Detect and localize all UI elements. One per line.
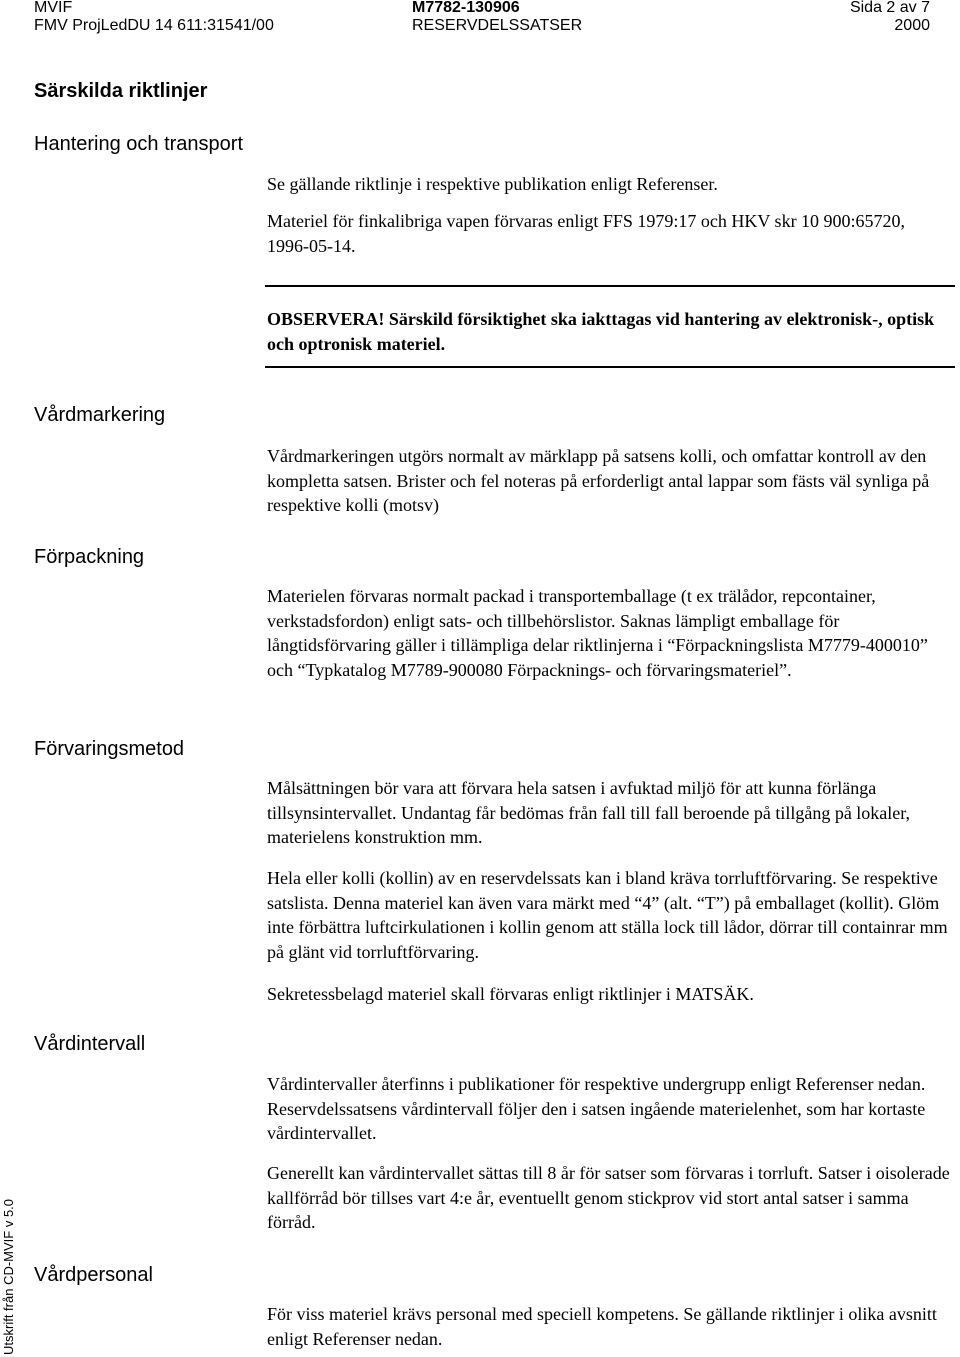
- hantering-paragraph-2: Materiel för finkalibriga vapen förvaras enligt FFS 1979:17 och HKV skr 10 900:65720, 1996-05-14.: [267, 211, 906, 256]
- forvaringsmetod-paragraph-2: Hela eller kolli (kollin) av en reservdelssats kan i bland kräva torrluftförvaring. Se respektive satslista. Denna materiel kan även vara märkt med “4” (alt. “T”) på emballaget (kollit). Glöm inte förbättra luftcirkulationen i kollin genom att ställa lock till lådor, dörrar till containrar mm på glänt vid torrluftförvaring.: [267, 868, 948, 962]
- section-heading-hantering: Hantering och transport: [34, 133, 244, 155]
- vardpersonal-paragraph: För viss materiel krävs personal med speciell kompetens. Se gällande riktlinjer i olika avsnitt enligt Referenser nedan.: [267, 1304, 937, 1349]
- observera-top-rule: [265, 285, 955, 287]
- page-title: Särskilda riktlinjer: [34, 80, 208, 102]
- section-heading-vardintervall: Vårdintervall: [34, 1033, 146, 1055]
- print-source-note: Utskrift från CD-MVIF v 5.0: [1, 1198, 16, 1355]
- forvaringsmetod-paragraph-1: Målsättningen bör vara att förvara hela satsen i avfuktad miljö för att kunna förlänga tillsynsintervallet. Undantag får bedömas från fall till fall beroende på tillgång på lokaler, materielens konstruktion mm.: [267, 778, 911, 847]
- vardmarkering-paragraph: Vårdmarkeringen utgörs normalt av märklapp på satsens kolli, och omfattar kontroll av den kompletta satsen. Brister och fel noteras på erforderligt antal lappar som fästs väl synliga på respektive kolli (motsv): [267, 446, 930, 515]
- forvaringsmetod-paragraph-3: Sekretessbelagd materiel skall förvaras enligt riktlinjer i MATSÄK.: [267, 984, 754, 1004]
- section-heading-forvaringsmetod: Förvaringsmetod: [34, 738, 185, 760]
- header-app-name: MVIF: [34, 0, 73, 16]
- vardintervall-paragraph-2: Generellt kan vårdintervallet sättas till 8 år för satser som förvaras i torrluft. Satser i oisolerade kallförråd bör tillses vart 4:e år, eventuellt genom stickprov vid stort antal satser i samma förråd.: [267, 1163, 950, 1232]
- observera-bottom-rule: [265, 366, 955, 368]
- header-page-number: Sida 2 av 7: [849, 0, 930, 16]
- vardintervall-paragraph-1: Vårdintervaller återfinns i publikationer för respektive undergrupp enligt Referenser nedan. Reservdelssatsens vårdintervall följer den i satsen ingående materielenhet, som har kortaste vårdintervallet.: [267, 1074, 926, 1143]
- section-heading-vardmarkering: Vårdmarkering: [34, 404, 166, 426]
- forpackning-paragraph: Materielen förvaras normalt packad i transportemballage (t ex trälådor, repcontainer, verkstadsfordon) enligt sats- och tillbehörslistor. Saknas lämpligt emballage för långtidsförvaring gäller i tillämpliga delar riktlinjerna i “Förpackningslista M7779-400010” och “Typkatalog M7789-900080 Förpacknings- och förvaringsmateriel”.: [267, 586, 928, 680]
- header-doc-title: RESERVDELSSATSER: [412, 17, 583, 34]
- header-year: 2000: [894, 17, 930, 34]
- header-doc-number: M7782-130906: [412, 0, 520, 16]
- hantering-paragraph-1: Se gällande riktlinje i respektive publikation enligt Referenser.: [267, 174, 718, 194]
- section-heading-forpackning: Förpackning: [34, 546, 145, 568]
- section-heading-vardpersonal: Vårdpersonal: [34, 1264, 153, 1286]
- header-project-ref: FMV ProjLedDU 14 611:31541/00: [34, 17, 274, 34]
- observera-note: OBSERVERA! Särskild försiktighet ska iakttagas vid hantering av elektronisk-, optisk och optronisk materiel.: [267, 309, 935, 354]
